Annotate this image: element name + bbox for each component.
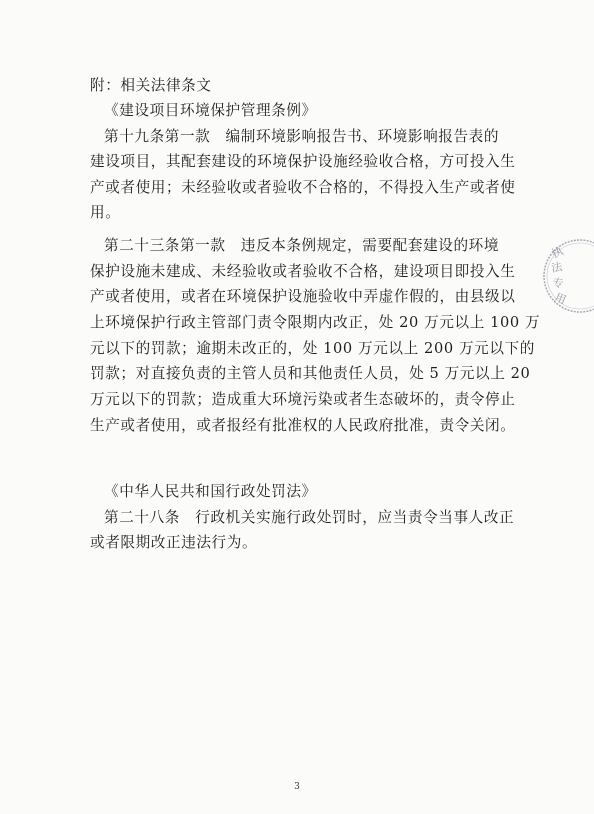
article-19-line: 产或者使用；未经验收或者验收不合格的，不得投入生产或者使 (90, 179, 516, 196)
article-23-line: 保护设施未建成、未经验收或者验收不合格，建设项目即投入生 (90, 263, 516, 280)
article-19-line: 第十九条第一款 编制环境影响报告书、环境影响报告表的 (104, 128, 500, 145)
article-19-line: 建设项目，其配套建设的环境保护设施经验收合格，方可投入生 (90, 153, 516, 170)
article-23-line: 生产或者使用，或者报经有批准权的人民政府批准，责令关闭。 (90, 417, 516, 434)
article-23-line: 万元以下的罚款；造成重大环境污染或者生态破坏的，责令停止 (90, 391, 516, 408)
article-23-line: 元以下的罚款；逾期未改正的，处 100 万元以上 200 万元以下的 (90, 340, 535, 357)
article-28-line: 第二十八条 行政机关实施行政处罚时，应当责令当事人改正 (104, 509, 515, 526)
article-23-line: 罚款；对直接负责的主管人员和其他责任人员，处 5 万元以上 20 (90, 365, 531, 382)
svg-text:执: 执 (549, 244, 566, 261)
svg-text:法: 法 (550, 260, 564, 275)
attachment-heading: 附：相关法律条文 (90, 77, 212, 94)
article-23-line: 第二十三条第一款 违反本条例规定，需要配套建设的环境 (104, 237, 500, 254)
article-23-line: 产或者使用，或者在环境保护设施验收中弄虚作假的，由县级以 (90, 288, 516, 305)
article-23-line: 上环境保护行政主管部门责令限期内改正，处 20 万元以上 100 万 (90, 314, 541, 331)
page-number: 3 (294, 782, 300, 792)
official-seal-fragment (540, 236, 594, 316)
svg-text:用: 用 (552, 290, 568, 307)
svg-text:专: 专 (551, 276, 565, 291)
article-19-line: 用。 (90, 204, 121, 221)
law-title: 《中华人民共和国行政处罚法》 (104, 483, 317, 500)
article-28-line: 或者限期改正违法行为。 (90, 534, 258, 551)
regulation-title: 《建设项目环境保护管理条例》 (104, 102, 317, 119)
